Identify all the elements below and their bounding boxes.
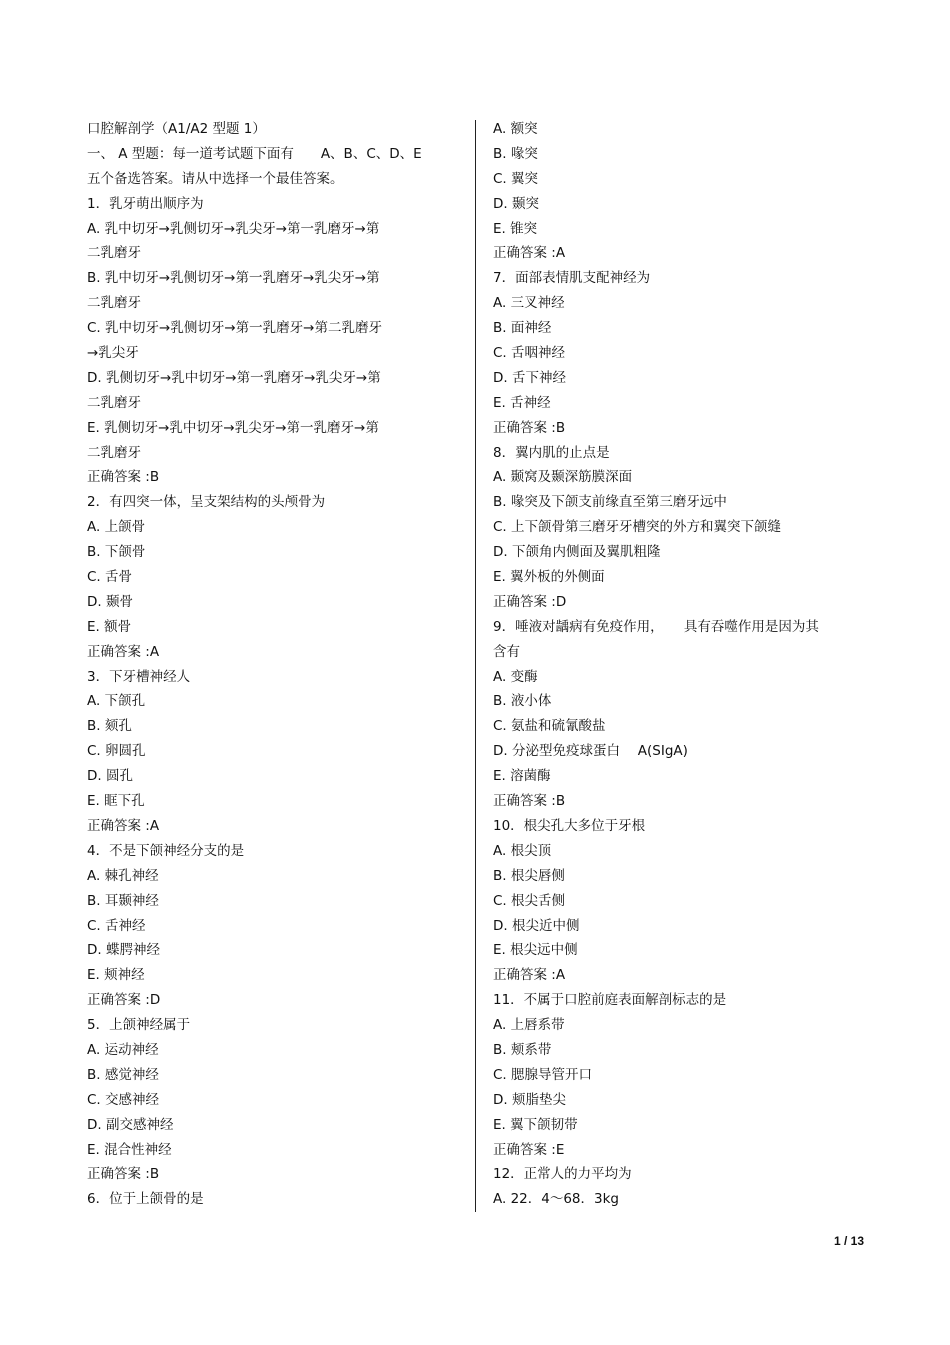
text-line: 一、 A 型题：每一道考试题下面有 A、B、C、D、E xyxy=(87,145,422,162)
text-line: C. 乳中切牙→乳侧切牙→第一乳磨牙→第二乳磨牙 xyxy=(87,320,382,337)
text-line: A. 三叉神经 xyxy=(493,295,565,312)
text-line: 2．有四突一体，呈支架结构的头颅骨为 xyxy=(87,494,326,511)
text-line: 11．不属于口腔前庭表面解剖标志的是 xyxy=(493,992,727,1009)
text-line: E. 混合性神经 xyxy=(87,1141,172,1158)
text-line: C. 腮腺导管开口 xyxy=(493,1066,593,1083)
text-line: B. 喙突 xyxy=(493,145,538,162)
text-line: A. 下颌孔 xyxy=(87,693,146,710)
text-line: E. 溶菌酶 xyxy=(493,768,551,785)
text-line: 二乳磨牙 xyxy=(87,394,141,411)
text-line: D. 分泌型免疫球蛋白 A(SIgA) xyxy=(493,743,688,760)
text-line: 1．乳牙萌出顺序为 xyxy=(87,195,204,212)
text-line: 正确答案 :A xyxy=(87,643,160,660)
text-line: D. 根尖近中侧 xyxy=(493,917,580,934)
text-line: C. 翼突 xyxy=(493,170,539,187)
text-line: E. 根尖远中侧 xyxy=(493,942,578,959)
text-line: 二乳磨牙 xyxy=(87,245,141,262)
text-line: D. 颊脂垫尖 xyxy=(493,1091,566,1108)
text-line: E. 额骨 xyxy=(87,618,132,635)
text-line: B. 下颌骨 xyxy=(87,544,146,561)
text-line: 正确答案 :B xyxy=(493,793,566,810)
text-line: 5．上颌神经属于 xyxy=(87,1017,191,1034)
text-line: D. 副交感神经 xyxy=(87,1116,174,1133)
text-line: B. 乳中切牙→乳侧切牙→第一乳磨牙→乳尖牙→第 xyxy=(87,270,380,287)
text-line: 口腔解剖学（A1/A2 型题 1） xyxy=(87,121,266,137)
text-line: E. 眶下孔 xyxy=(87,793,145,810)
text-line: D. 乳侧切牙→乳中切牙→第一乳磨牙→乳尖牙→第 xyxy=(87,369,381,386)
text-line: D. 颞骨 xyxy=(87,593,133,610)
text-line: C. 舌骨 xyxy=(87,569,133,586)
text-line: 正确答案 :B xyxy=(87,1166,160,1183)
text-line: D. 圆孔 xyxy=(87,768,133,785)
text-line: A. 22．4～68．3kg xyxy=(493,1191,620,1208)
text-line: 二乳磨牙 xyxy=(87,295,141,312)
text-line: 含有 xyxy=(493,643,520,660)
text-line: 正确答案 :A xyxy=(87,817,160,834)
page-number: 1 / 13 xyxy=(833,1234,864,1248)
text-line: 3．下牙槽神经人 xyxy=(87,668,191,685)
text-line: 正确答案 :B xyxy=(87,469,160,486)
text-line: C. 氨盐和硫氰酸盐 xyxy=(493,718,606,735)
text-line: A. 根尖顶 xyxy=(493,842,552,859)
text-line: D. 颞突 xyxy=(493,195,539,212)
text-line: B. 喙突及下颌支前缘直至第三磨牙远中 xyxy=(493,494,727,511)
text-line: C. 根尖舌侧 xyxy=(493,892,566,909)
text-line: 12．正常人的力平均为 xyxy=(493,1166,632,1183)
text-line: A. 上颌骨 xyxy=(87,519,146,536)
text-line: 正确答案 :D xyxy=(493,593,567,610)
text-line: B. 颏孔 xyxy=(87,718,132,735)
text-line: 正确答案 :B xyxy=(493,419,566,436)
text-line: A. 棘孔神经 xyxy=(87,867,159,884)
text-line: C. 交感神经 xyxy=(87,1091,160,1108)
text-line: 二乳磨牙 xyxy=(87,444,141,461)
text-line: A. 运动神经 xyxy=(87,1041,159,1058)
text-line: E. 颊神经 xyxy=(87,967,145,984)
text-line: B. 根尖唇侧 xyxy=(493,867,565,884)
column-divider xyxy=(475,120,476,1212)
text-line: D. 下颌角内侧面及翼肌粗隆 xyxy=(493,544,661,561)
text-line: E. 锥突 xyxy=(493,220,538,237)
right-column xyxy=(493,117,863,1212)
text-line: E. 翼外板的外侧面 xyxy=(493,569,605,586)
text-line: A. 乳中切牙→乳侧切牙→乳尖牙→第一乳磨牙→第 xyxy=(87,220,380,237)
text-line: C. 舌咽神经 xyxy=(493,345,566,362)
text-line: B. 液小体 xyxy=(493,693,552,710)
text-line: B. 耳颞神经 xyxy=(87,892,159,909)
text-line: B. 感觉神经 xyxy=(87,1066,159,1083)
text-line: 正确答案 :E xyxy=(493,1141,565,1158)
text-line: 8．翼内肌的止点是 xyxy=(493,444,610,461)
text-line: A. 上唇系带 xyxy=(493,1017,565,1034)
text-line: 正确答案 :A xyxy=(493,967,566,984)
text-line: C. 卵圆孔 xyxy=(87,743,146,760)
text-line: 4．不是下颌神经分支的是 xyxy=(87,842,245,859)
text-line: 10．根尖孔大多位于牙根 xyxy=(493,817,646,834)
text-line: C. 上下颌骨第三磨牙牙槽突的外方和翼突下颌缝 xyxy=(493,519,782,536)
text-line: C. 舌神经 xyxy=(87,917,146,934)
text-line: 7．面部表情肌支配神经为 xyxy=(493,270,651,287)
text-line: B. 面神经 xyxy=(493,320,552,337)
text-line: 9．唾液对龋病有免疫作用， 具有吞噬作用是因为其 xyxy=(493,618,819,635)
text-line: E. 翼下颌韧带 xyxy=(493,1116,578,1133)
text-line: A. 颞窝及颞深筋膜深面 xyxy=(493,469,633,486)
text-line: 五个备选答案。请从中选择一个最佳答案。 xyxy=(87,170,344,187)
text-line: 正确答案 :D xyxy=(87,992,161,1009)
left-column xyxy=(87,117,472,1212)
text-line: D. 蝶腭神经 xyxy=(87,942,160,959)
text-line: D. 舌下神经 xyxy=(493,369,566,386)
text-line: E. 舌神经 xyxy=(493,394,551,411)
text-line: 正确答案 :A xyxy=(493,245,566,262)
text-line: A. 额突 xyxy=(493,121,538,137)
text-line: →乳尖牙 xyxy=(87,345,139,362)
text-line: 6．位于上颌骨的是 xyxy=(87,1191,204,1208)
text-line: B. 颊系带 xyxy=(493,1041,552,1058)
text-line: E. 乳侧切牙→乳中切牙→乳尖牙→第一乳磨牙→第 xyxy=(87,419,379,436)
text-line: A. 变酶 xyxy=(493,668,538,685)
